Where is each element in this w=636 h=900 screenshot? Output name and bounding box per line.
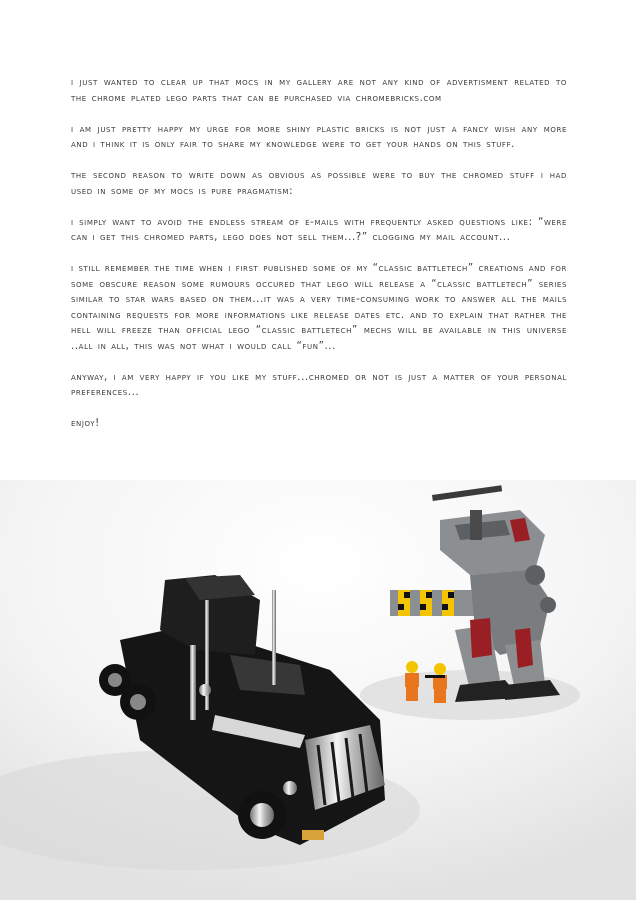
letter-text — [71, 75, 567, 447]
paragraph-1: i just wanted to clear up that mocs in my gallery are not any kind of advertisment related to the chrome plated lego parts that can be purchased via chromebricks.com — [71, 77, 567, 104]
paragraph-5: i still remember the time when i first published some of my “classic battletech” creations and for some obscure reason some rumours occured that lego will release a “classic battletech” series similar to star wars based on them...it was a very time-consuming work to answer all the mails containing requests for more informations like release dates etc. and to explain that rather the hell will freeze than official lego “classic battletech” mechs will be available in this universe ..all in all, this was not what i would call “fun”... — [71, 263, 567, 352]
paragraph-4: i simply want to avoid the endless stream of e-mails with frequently asked questions like: “were can i get this chromed parts, lego does not sell them...?” clogging my mail account... — [71, 216, 567, 243]
lego-photo — [0, 480, 636, 900]
paragraph-2: i am just pretty happy my urge for more shiny plastic bricks is not just a fancy wish any more and i think it is only fair to share my knowledge were to get your hands on this stuff. — [71, 123, 567, 150]
paragraph-3: the second reason to write down as obvious as possible were to buy the chromed stuff i had used in some of my mocs is pure pragmatism: — [71, 170, 567, 197]
closing-enjoy: enjoy! — [71, 418, 100, 429]
paragraph-6: anyway, i am very happy if you like my stuff...chromed or not is just a matter of your personal preferences... — [71, 371, 567, 398]
